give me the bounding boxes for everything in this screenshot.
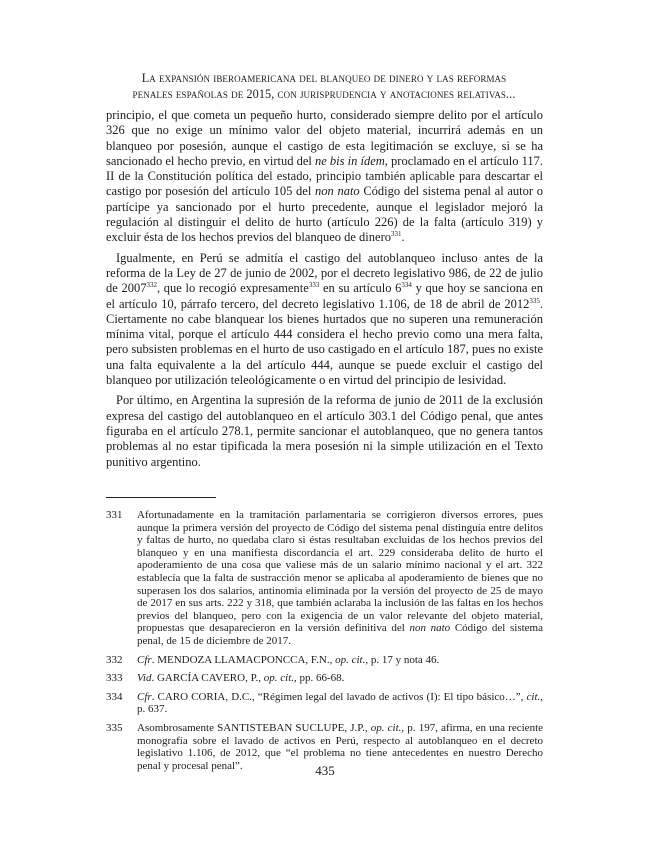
text-run: . MENDOZA LLAMACPONCCA, F.N., [151,653,336,666]
running-header-line-1: La expansión iberoamericana del blanqueo de dinero y las reformas [141,71,507,85]
text-run: Afortunadamente en la tramitación parlamentaria se corrigieron diversos errores, pues aunque la primera versión del proyecto de Código del sistema penal distinguía entre delitos y faltas de hurto, no quedaba claro si éstas resultaban excluidas de los hechos previos del blanqueo y en una manifiesta discordancia el art. 229 consideraba delito de hurto el apoderamiento de una cosa que valiese más de un salario mínimo nacional y el art. 322 establecía que la falta de sustracción menor se aplicaba al apoderamiento de bienes que no superasen los dos salarios, antinomia eliminada por la versión del proyecto de 25 de mayo de 2017 en sus arts. 222 y 318, que también aclaraba la inclusión de las faltas en los hechos previos del blanqueo, pero con la exigencia de un valor relevante del objeto material, propuestas que desaparecieron en la versión definitiva del [137,509,543,635]
text-run: y que hoy se sanciona en el artículo 10, párrafo tercero, del decreto legislativo 1.106, de 18 de abril de 2012 [106,281,543,311]
page-number: 435 [315,763,335,778]
footnote-text [137,691,543,716]
text-run: . CARO CORIA, D.C., “Régimen legal del lavado de activos (I): El tipo básico…”, [151,690,527,703]
text-run: . GARCÍA CAVERO, P., [151,672,264,685]
main-text [106,108,543,475]
text-run: Asombrosamente SANTISTEBAN SUCLUPE, J.P., [137,721,371,734]
text-run: . [401,230,405,245]
footnote-number: 331 [106,509,123,521]
footnote-ref-334[interactable]: 334 [401,281,412,290]
footnote-334 [106,691,543,716]
paragraph-3: Por último, en Argentina la supresión de la reforma de junio de 2011 de la exclusión expresa del castigo del autoblanqueo en el artículo 303.1 del Código penal, que antes figuraba en el artículo 278.1, permite sancionar el autoblanqueo, que no genera tantos problemas al no estar tipificada la mera posesión ni la simple utilización en el Texto punitivo argentino. [106,393,543,469]
footnote-333 [106,672,543,685]
footnote-number: 333 [106,672,123,685]
text-run: , p. 637. [137,690,543,716]
footnote-text [137,509,543,648]
text-run: , p. 17 y nota 46. [365,653,440,666]
footnote-text [137,672,543,685]
running-header-line-2: penales españolas de 2015, con jurisprudencia y anotaciones relativas... [132,87,516,101]
text-run: Igualmente, en Perú se admitía el castigo del autoblanqueo incluso antes de la reforma de la Ley de 27 de junio de 2002, por el decreto legislativo 986, de 22 de julio de 2007 [106,250,543,296]
italic-run: non nato [315,184,360,199]
footnote-text [137,654,543,667]
italic-run: Vid [137,672,152,685]
footnote-331 [106,509,543,648]
footnote-number: 334 [106,690,123,703]
italic-run: op. cit. [263,672,294,685]
italic-run: Cfr [137,690,152,703]
italic-run: non nato [409,622,451,635]
text-run: Código del sistema penal al autor o partícipe ya sancionado por el hurto precedente, aunque el legislador mejoró la regulación al distinguir el delito de hurto (artículo 226) de la falta (artículo 319) y excluir ésta de los hechos previos del blanqueo de dinero [106,184,543,245]
italic-run: ne bis in ídem [315,153,385,168]
text-run: principio, el que cometa un pequeño hurto, considerado siempre delito por el artículo 326 que no exige un mínimo valor del objeto material, incurrirá además en un blanqueo por posesión, aunque el castigo de esta legitimación se excluye, si se ha sancionado el hecho previo, en virtud del [106,108,543,168]
paragraph-1 [106,108,543,246]
footnote-ref-335[interactable]: 335 [529,296,540,305]
text-run: , que lo recogió expresamente [156,281,309,296]
text-run: , pp. 66-68. [294,672,345,685]
footnote-separator [106,497,216,498]
footnote-ref-331[interactable]: 331 [390,230,402,239]
paragraph-2 [106,251,543,389]
italic-run: op. cit. [370,721,402,734]
footnotes [106,509,543,778]
text-run: Código del sistema penal, de 15 de diciembre de 2017. [137,622,543,647]
italic-run: cit. [526,690,541,703]
footnote-ref-333[interactable]: 333 [308,281,320,290]
footnote-ref-332[interactable]: 332 [146,281,157,290]
italic-run: Cfr [137,653,152,666]
footnote-number: 332 [106,653,123,666]
italic-run: op. cit. [335,653,366,666]
text-run: . Ciertamente no cabe blanquear los bienes hurtados que no superen una remuneración mínima vital, porque el artículo 444 considera el hecho previo como una mera falta, pero subsisten problemas en el hurto de uso castigado en el artículo 187, pues no existe una falta equivalente a la del artículo 444, aunque se puede excluir el castigo del blanqueo por utilización teleológicamente o en virtud del principio de lesividad. [106,296,543,388]
running-header [104,70,544,102]
footnote-332 [106,654,543,667]
text-run: , p. 197, afirma, en una reciente monografía sobre el lavado de activos en Perú, respecto al autoblanqueo en el decreto legislativo 1.106, de 2012, que “el problema no tiene antecedentes en nuestro Derecho penal y procesal penal”. [137,721,544,772]
footnote-number: 335 [106,721,123,734]
text-run: , proclamado en el artículo 117. II de la Constitución política del estado, principio también aplicable para descartar el castigo por posesión del artículo 105 del [106,153,543,199]
text-run: en su artículo 6 [319,281,402,296]
